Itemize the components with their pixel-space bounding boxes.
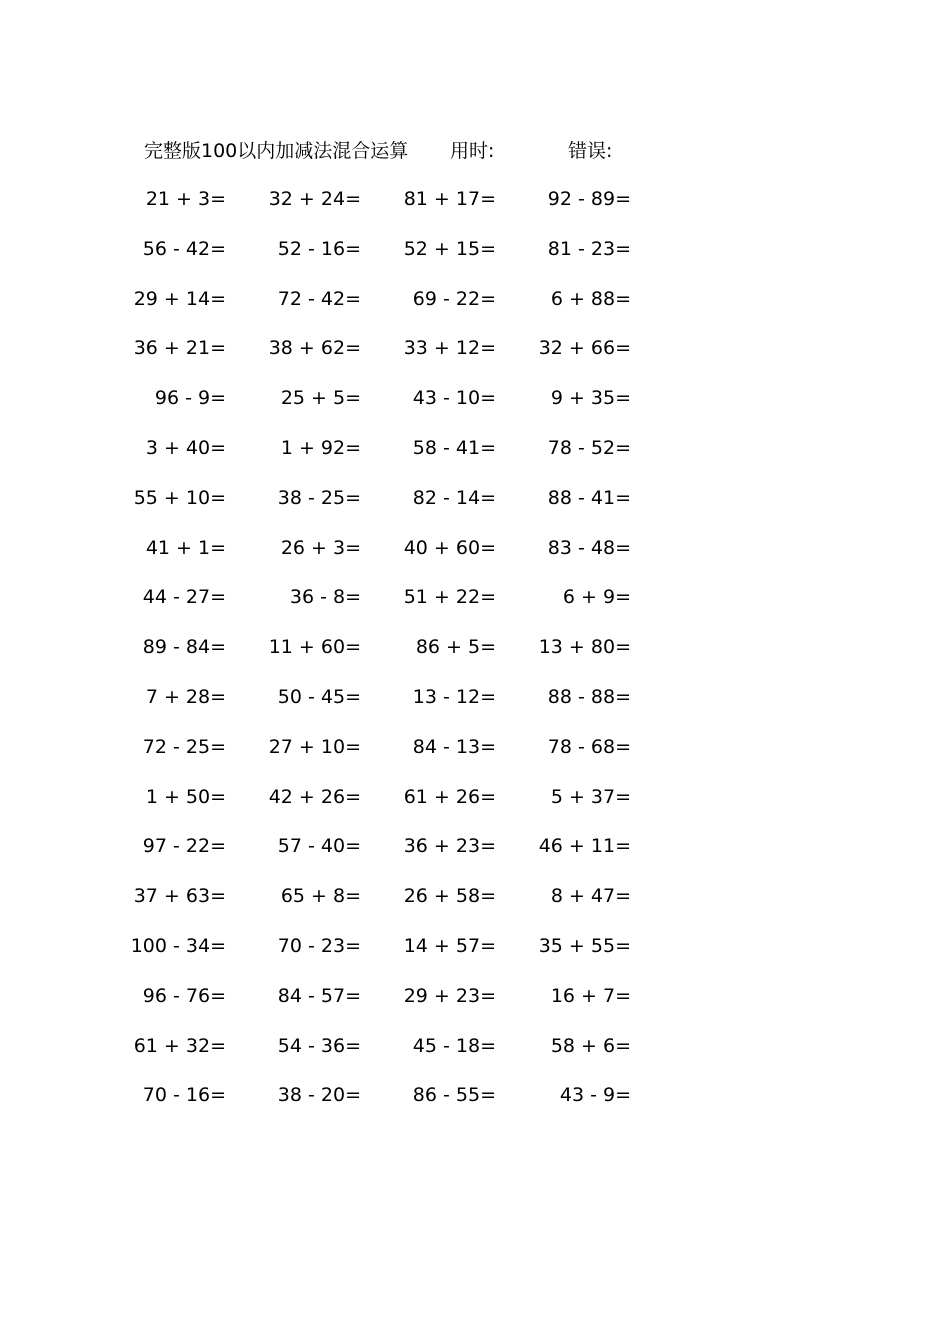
problem: 26 + 58=: [403, 885, 496, 908]
problem: 11 + 60=: [268, 636, 361, 659]
problem: 27 + 10=: [268, 735, 361, 758]
problem: 38 - 20=: [277, 1084, 361, 1107]
problem: 5 + 37=: [550, 785, 631, 808]
problem: 84 - 57=: [277, 984, 361, 1007]
problem: 58 - 41=: [412, 436, 496, 459]
problem: 92 - 89=: [547, 188, 631, 210]
problem: 13 + 80=: [538, 636, 631, 659]
problem-row: [0, 732, 950, 782]
problem: 78 - 52=: [547, 436, 631, 459]
problem: 89 - 84=: [142, 636, 226, 659]
problem: 45 - 18=: [412, 1034, 496, 1057]
problem: 38 + 62=: [268, 337, 361, 360]
problem: 100 - 34=: [130, 934, 226, 957]
problem: 40 + 60=: [403, 536, 496, 559]
problem-row: [0, 533, 950, 583]
problem-row: [0, 831, 950, 881]
problem-row: [0, 931, 950, 981]
problem-row: [0, 234, 950, 284]
problem: 29 + 23=: [403, 984, 496, 1007]
problem: 46 + 11=: [538, 835, 631, 858]
problem: 7 + 28=: [145, 685, 226, 708]
problem: 6 + 9=: [562, 586, 631, 609]
problem: 70 - 23=: [277, 934, 361, 957]
problem: 83 - 48=: [547, 536, 631, 559]
problem: 36 + 23=: [403, 835, 496, 858]
problem-row: [0, 881, 950, 931]
problem: 78 - 68=: [547, 735, 631, 758]
problem: 61 + 26=: [403, 785, 496, 808]
problem: 82 - 14=: [412, 486, 496, 509]
problem-row: [0, 1031, 950, 1081]
problem-row: [0, 981, 950, 1031]
problem: 84 - 13=: [412, 735, 496, 758]
problem: 97 - 22=: [142, 835, 226, 858]
worksheet-header: [0, 136, 950, 166]
problem: 57 - 40=: [277, 835, 361, 858]
problem: 8 + 47=: [550, 885, 631, 908]
problem-row: [0, 582, 950, 632]
problem-row: [0, 632, 950, 682]
problem: 61 + 32=: [133, 1034, 226, 1057]
problem: 43 - 10=: [412, 387, 496, 410]
problem: 6 + 88=: [550, 287, 631, 310]
problem-row: [0, 782, 950, 832]
problem: 35 + 55=: [538, 934, 631, 957]
problem: 1 + 50=: [145, 785, 226, 808]
problem: 29 + 14=: [133, 287, 226, 310]
problem: 86 - 55=: [412, 1084, 496, 1107]
problem: 21 + 3=: [145, 188, 226, 210]
problem: 37 + 63=: [133, 885, 226, 908]
problem: 55 + 10=: [133, 486, 226, 509]
problem: 88 - 88=: [547, 685, 631, 708]
problem: 32 + 24=: [268, 188, 361, 210]
problem: 54 - 36=: [277, 1034, 361, 1057]
problem: 32 + 66=: [538, 337, 631, 360]
problem-grid: [0, 184, 950, 1130]
problem: 50 - 45=: [277, 685, 361, 708]
problem-row: [0, 682, 950, 732]
problem-row: [0, 284, 950, 334]
problem: 13 - 12=: [412, 685, 496, 708]
problem: 44 - 27=: [142, 586, 226, 609]
worksheet-title: 完整版100以内加减法混合运算: [144, 140, 409, 162]
problem: 72 - 42=: [277, 287, 361, 310]
problem: 25 + 5=: [280, 387, 361, 410]
errors-label: 错误:: [568, 140, 613, 162]
problem-row: [0, 483, 950, 533]
problem: 69 - 22=: [412, 287, 496, 310]
problem: 96 - 9=: [154, 387, 226, 410]
problem: 14 + 57=: [403, 934, 496, 957]
problem-row: [0, 184, 950, 234]
problem: 42 + 26=: [268, 785, 361, 808]
problem: 3 + 40=: [145, 436, 226, 459]
problem: 56 - 42=: [142, 237, 226, 260]
problem: 96 - 76=: [142, 984, 226, 1007]
problem: 26 + 3=: [280, 536, 361, 559]
problem: 16 + 7=: [550, 984, 631, 1007]
problem: 72 - 25=: [142, 735, 226, 758]
problem: 36 + 21=: [133, 337, 226, 360]
problem: 9 + 35=: [550, 387, 631, 410]
problem: 58 + 6=: [550, 1034, 631, 1057]
problem: 81 - 23=: [547, 237, 631, 260]
problem: 43 - 9=: [559, 1084, 631, 1107]
problem: 70 - 16=: [142, 1084, 226, 1107]
problem: 52 - 16=: [277, 237, 361, 260]
problem: 88 - 41=: [547, 486, 631, 509]
problem: 86 + 5=: [415, 636, 496, 659]
problem: 41 + 1=: [145, 536, 226, 559]
problem-row: [0, 383, 950, 433]
problem-row: [0, 333, 950, 383]
problem: 38 - 25=: [277, 486, 361, 509]
problem: 81 + 17=: [403, 188, 496, 210]
problem: 65 + 8=: [280, 885, 361, 908]
problem: 52 + 15=: [403, 237, 496, 260]
problem: 1 + 92=: [280, 436, 361, 459]
problem-row: [0, 1080, 950, 1130]
problem-row: [0, 433, 950, 483]
time-label: 用时:: [450, 140, 495, 162]
problem: 33 + 12=: [403, 337, 496, 360]
problem: 51 + 22=: [403, 586, 496, 609]
problem: 36 - 8=: [289, 586, 361, 609]
